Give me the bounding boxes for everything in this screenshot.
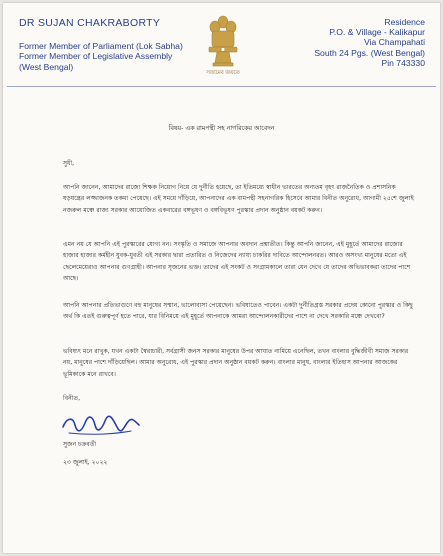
address-line: South 24 Pgs. (West Bengal) — [314, 47, 425, 58]
designation-line: (West Bengal) — [19, 61, 74, 72]
salutation: সুধী, — [63, 160, 75, 167]
designation-line: Former Member of Legislative Assembly — [19, 51, 173, 62]
address-line: Via Champahati — [364, 37, 425, 48]
letter-date: ২৩ জুলাই, ২০২২ — [63, 459, 108, 466]
sender-name: DR SUJAN CHAKRABORTY — [19, 17, 161, 29]
letterhead-right — [314, 17, 425, 68]
letterhead-divider — [7, 86, 436, 87]
designation-line: Former Member of Parliament (Lok Sabha) — [19, 41, 183, 51]
emblem-motto: সত্যমেব জয়তে — [206, 70, 240, 76]
lion-capital-icon — [203, 15, 243, 69]
signatory-name: সুজন চক্রবর্তী — [63, 441, 97, 448]
closing: বিনীত, — [63, 395, 81, 402]
handwritten-signature — [61, 413, 141, 439]
paragraph: আপনি জানেন, আমাদের রাজ্যে শিক্ষক নিয়োগ নিয়ে যে দুর্নীতি হয়েছে, তা ইতিমধ্যে স্বাধীন ভারতের অন্যতম বৃহৎ রাজনৈতিক ও প্রশাসনিক ষড়যন্ত্রের লজ্জাজনক তকমা পেয়েছে। এই সময়ে দাঁড়িয়ে, আপনাদের এক বামপন্থী সহনাগরিক হিসেবে আমার বিনীত অনুরোধ, আগামী ২৫শে জুলাই নজরুল মঞ্চে রাজ্য সরকার আয়োজিত একবারের বঙ্গভূষণ ও বঙ্গবিভূষণ পুরস্কার প্রদান অনুষ্ঠান বয়কট করুন। — [63, 184, 414, 214]
address-line: Residence — [384, 17, 425, 27]
letter-page — [3, 3, 440, 553]
paragraph: ভবিষ্যৎ মনে রাখুক, যখন একটা স্বৈরাচারী, সর্বগ্রাসী জনস সরকার মানুষের উপর আঘাত নামিয়ে এনেছিল, তখন বাংলার বুদ্ধিজীবী সমাজ সরকার নয়, মানুষের পাশে দাঁড়িয়েছিল। আমার অনুরোধ, এই পুরস্কার প্রদান অনুষ্ঠান বয়কট করুন। বাংলার মানুষ, বাংলার ইতিহাস আপনার আজকের ভূমিকাকে মনে রাখবে। — [63, 348, 409, 378]
paragraph: আপনি আপনার প্রতিভাগুণে বহু মানুষের সম্মান, ভালোবাসা পেয়েছেন। ভবিষ্যতেও পাবেন। একটা দুর্নীতিগ্রস্ত সরকার প্রদেয় কোনো পুরস্কার ও কিছু অর্থ কি এতই গুরুত্বপূর্ণ হতে পারে, যার বিনিময়ে এই মুহূর্তে আপনাকে আমরা আন্দোলনকারীদের পাশে না দেখে সরকারি মঞ্চে দেখবো? — [63, 302, 413, 321]
letter-subject: বিষয়- এক রামপন্থী সহ নাগরিকের আবেদন — [168, 125, 275, 132]
address-line: Pin 743330 — [381, 57, 425, 68]
letterhead-left — [19, 17, 183, 72]
national-emblem — [203, 15, 243, 79]
paragraph: এমন নয় যে আপনি এই পুরস্কারের যোগ্য নন। সংস্কৃতি ও সমাজে আপনার অবদান প্রশ্নাতীত। কিন্তু আপনি জানেন, এই মুহূর্তে আমাদের রাজ্যের হাজার হাজার কর্মহীন যুবক-যুবতী এই সরকার দ্বারা প্রতারিত ও নিজেদের ন্যায্য চাকরির দাবিতে আন্দোলনরত। আরও অসংখ্য মানুষের মতো এই ছেলেমেয়েরাও আপনার গুণগ্রাহী। আপনার সৃজনের ভক্ত। তাদের এই সংকট ও সংগ্রামকালে তারা যেন দেখে যে তাদের অভিভাবকরা তাদের পাশে আছে। — [63, 241, 411, 283]
address-line: P.O. & Village - Kalikapur — [329, 27, 425, 38]
